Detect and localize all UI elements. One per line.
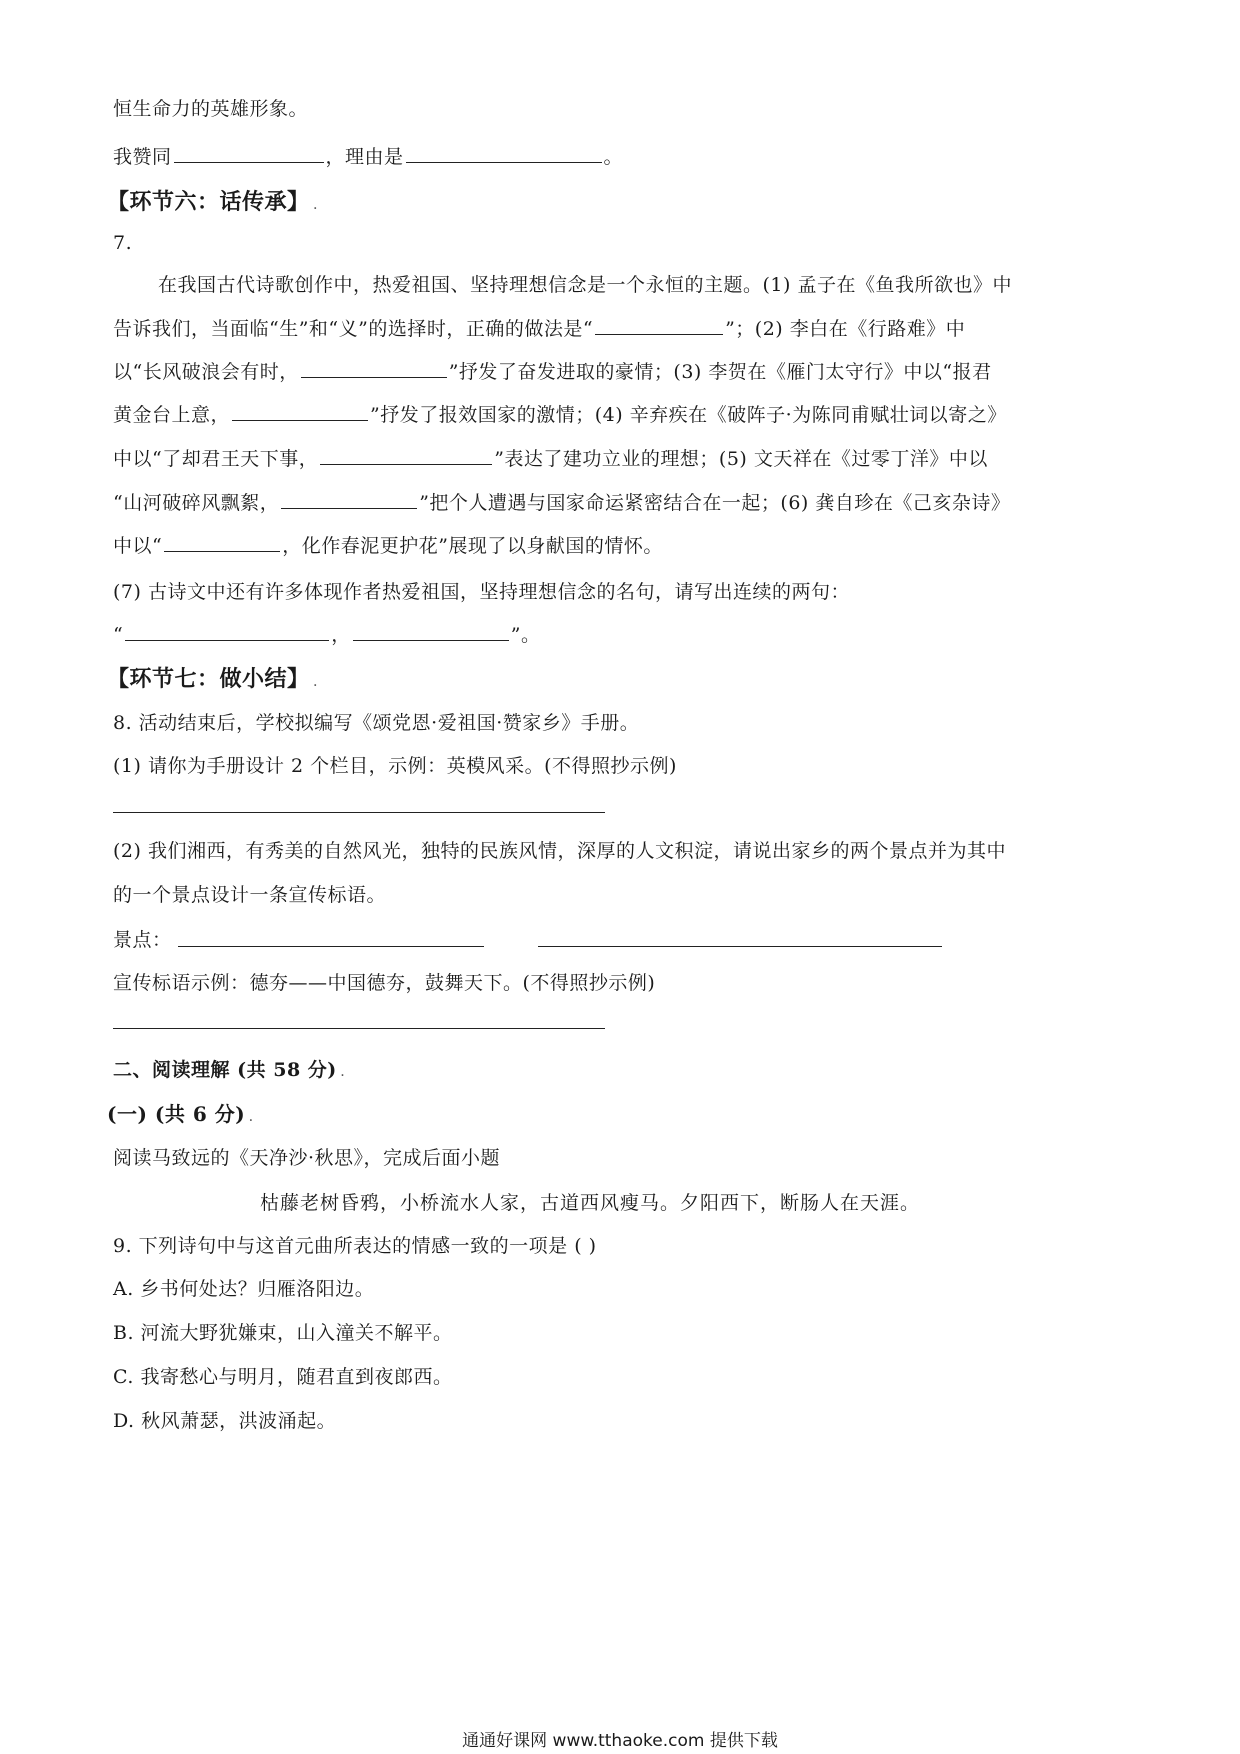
- q8-sub2-line2: 的一个景点设计一条宣传标语。: [113, 884, 387, 906]
- question-7-number: 7.: [113, 232, 133, 254]
- q8-stem: 8. 活动结束后，学校拟编写《颂党恩·爱祖国·赞家乡》手册。: [113, 712, 640, 734]
- q7-line-7-b: ，化作春泥更护花”展现了以身献国的情怀。: [282, 535, 663, 557]
- q9-option-c[interactable]: C. 我寄愁心与明月，随君直到夜郎西。: [113, 1366, 453, 1388]
- agree-blank[interactable]: [174, 144, 324, 163]
- q7-blank-7[interactable]: [125, 622, 329, 641]
- continuation-text: 恒生命力的英雄形象。: [113, 98, 309, 120]
- q7-line-6-b: ”把个人遭遇与国家命运紧密结合在一起；(6) 龚自珍在《己亥杂诗》: [419, 492, 1011, 514]
- section7-mark: .: [313, 678, 318, 689]
- slogan-answer-line[interactable]: [113, 1028, 605, 1029]
- q7-blank-6[interactable]: [164, 533, 280, 552]
- footer-source: 通通好课网 www.tthaoke.com 提供下载: [462, 1731, 778, 1751]
- q7-line-4: [113, 400, 1007, 427]
- q7-line-5: [113, 444, 988, 471]
- q7-line-2-b: ”；(2) 李白在《行路难》中: [725, 318, 966, 340]
- q7-sub7-comma: ，: [331, 624, 351, 646]
- q7-line-3: [113, 357, 992, 384]
- section6-mark: .: [313, 201, 318, 212]
- q7-blank-8[interactable]: [353, 622, 509, 641]
- q7-blank-4[interactable]: [320, 446, 492, 465]
- reason-blank[interactable]: [406, 144, 602, 163]
- q9-option-a[interactable]: A. 乡书何处达？归雁洛阳边。: [113, 1278, 375, 1300]
- agree-suffix: 。: [603, 146, 624, 168]
- q7-line-3-b: ”抒发了奋发进取的豪情；(3) 李贺在《雁门太守行》中以“报君: [448, 361, 992, 383]
- part2-heading: [113, 1055, 345, 1082]
- q7-blank-5[interactable]: [281, 490, 417, 509]
- part2-title: 二、阅读理解 (共 58 分): [113, 1059, 337, 1081]
- q7-sub7-answer: [113, 620, 540, 647]
- poem-text: 枯藤老树昏鸦，小桥流水人家，古道西风瘦马。夕阳西下，断肠人在天涯。: [260, 1192, 921, 1214]
- q8-sub1: (1) 请你为手册设计 2 个栏目，示例：英模风采。(不得照抄示例): [113, 755, 677, 777]
- section6-heading: [107, 185, 318, 216]
- sub-one-heading: [107, 1098, 253, 1127]
- q7-line-6: [113, 488, 1010, 515]
- sub-one-title: (一) (共 6 分): [107, 1102, 246, 1126]
- q8-sub2-line1: (2) 我们湘西，有秀美的自然风光，独特的民族风情，深厚的人文积淀，请说出家乡的两个景点并为其中: [113, 840, 1006, 862]
- q9-option-b[interactable]: B. 河流大野犹嫌束，山入潼关不解平。: [113, 1322, 453, 1344]
- section7-heading: [107, 662, 318, 693]
- section7-title: 【环节七：做小结】: [107, 666, 310, 692]
- q7-line-4-b: ”抒发了报效国家的激情；(4) 辛弃疾在《破阵子·为陈同甫赋壮词以寄之》: [370, 404, 1007, 426]
- part2-mark: .: [340, 1068, 345, 1079]
- q7-line-7-a: 中以“: [113, 535, 163, 557]
- q9-stem: 9. 下列诗句中与这首元曲所表达的情感一致的一项是 ( ): [113, 1235, 597, 1257]
- q7-line-1: [158, 270, 1012, 297]
- scenic-answer-line-1[interactable]: [178, 946, 484, 947]
- q7-line-6-a: “山河破碎风飘絮，: [113, 492, 280, 514]
- agree-prefix: 我赞同: [113, 146, 172, 168]
- q9-option-d[interactable]: D. 秋风萧瑟，洪波涌起。: [113, 1410, 337, 1432]
- q7-blank-1[interactable]: [595, 316, 723, 335]
- scenic-answer-line-2[interactable]: [538, 946, 942, 947]
- q7-line-5-b: ”表达了建功立业的理想；(5) 文天祥在《过零丁洋》中以: [494, 448, 988, 470]
- section6-title: 【环节六：话传承】: [107, 189, 310, 215]
- slogan-example: 宣传标语示例：德夯——中国德夯，鼓舞天下。(不得照抄示例): [113, 972, 656, 994]
- agree-middle: ，理由是: [325, 146, 404, 168]
- q7-line-4-a: 黄金台上意，: [113, 404, 231, 426]
- q7-sub7-close: ”。: [510, 624, 541, 646]
- q8-sub1-answer-line[interactable]: [113, 812, 605, 813]
- q7-line-2-a: 告诉我们，当面临“生”和“义”的选择时，正确的做法是“: [113, 318, 594, 340]
- q7-blank-3[interactable]: [232, 402, 368, 421]
- reading-instruction: 阅读马致远的《天净沙·秋思》，完成后面小题: [113, 1147, 501, 1169]
- q7-line-5-a: 中以“了却君王天下事，: [113, 448, 319, 470]
- q7-blank-2[interactable]: [301, 359, 447, 378]
- agree-line: [113, 142, 623, 169]
- q7-line-1-text: 在我国古代诗歌创作中，热爱祖国、坚持理想信念是一个永恒的主题。(1) 孟子在《鱼我所欲也》中: [158, 274, 1012, 296]
- q7-line-7: [113, 531, 663, 558]
- scenic-label: 景点：: [113, 929, 172, 951]
- q7-line-3-a: 以“长风破浪会有时，: [113, 361, 299, 383]
- sub-one-mark: .: [249, 1113, 254, 1124]
- q7-sub7-open: “: [113, 624, 124, 646]
- q7-sub7: (7) 古诗文中还有许多体现作者热爱祖国，坚持理想信念的名句，请写出连续的两句：: [113, 581, 850, 603]
- q7-line-2: [113, 314, 965, 341]
